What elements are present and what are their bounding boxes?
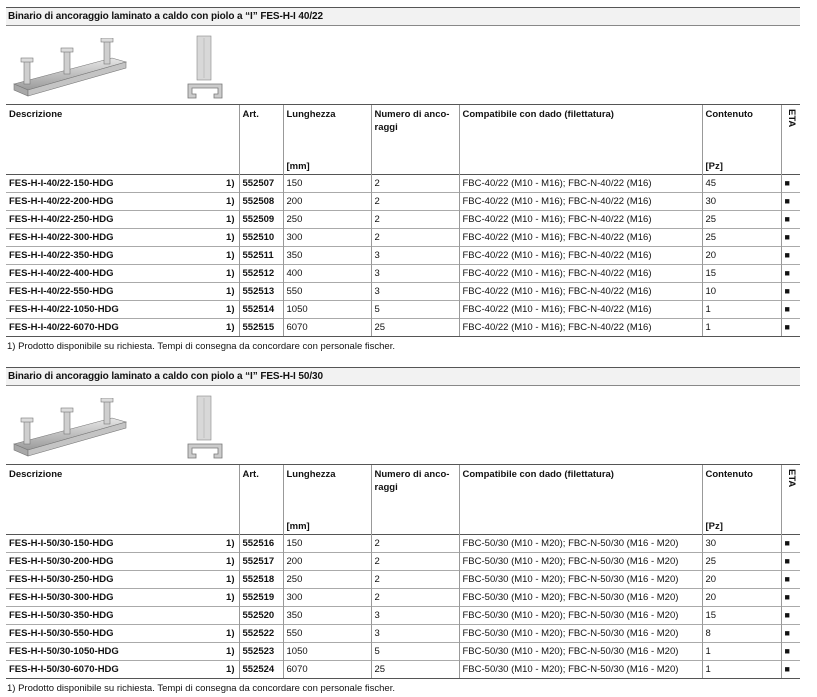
cell-anchor-count: 5 xyxy=(371,301,459,319)
cell-eta: ■ xyxy=(781,211,800,229)
table-row xyxy=(6,211,800,229)
footnote-ref: 1) xyxy=(226,574,235,585)
cell-content: 25 xyxy=(702,211,781,229)
anchor-channel-illustration xyxy=(12,398,130,460)
cell-art: 552519 xyxy=(239,589,283,607)
cell-content: 30 xyxy=(702,535,781,553)
table-row xyxy=(6,535,800,553)
cell-art: 552507 xyxy=(239,175,283,193)
table-row xyxy=(6,643,800,661)
product-images xyxy=(6,386,800,464)
product-code: FES-H-I-50/30-6070-HDG xyxy=(9,664,119,675)
footnote-ref: 1) xyxy=(226,628,235,639)
channel-profile-illustration xyxy=(184,394,226,464)
cell-compatible-nut: FBC-40/22 (M10 - M16); FBC-N-40/22 (M16) xyxy=(459,175,702,193)
cell-art: 552514 xyxy=(239,301,283,319)
cell-art: 552518 xyxy=(239,571,283,589)
cell-anchor-count: 2 xyxy=(371,535,459,553)
header-art: Art. xyxy=(239,465,283,521)
cell-content: 1 xyxy=(702,643,781,661)
cell-eta: ■ xyxy=(781,319,800,337)
header-anchor-count: Numero di anco-raggi xyxy=(371,105,459,161)
table-row xyxy=(6,571,800,589)
product-code: FES-H-I-40/22-550-HDG xyxy=(9,286,114,297)
cell-description xyxy=(6,589,239,607)
cell-length: 1050 xyxy=(283,301,371,319)
table-row xyxy=(6,229,800,247)
cell-eta: ■ xyxy=(781,661,800,679)
cell-description xyxy=(6,553,239,571)
footnote-ref: 1) xyxy=(226,196,235,207)
cell-compatible-nut: FBC-40/22 (M10 - M16); FBC-N-40/22 (M16) xyxy=(459,301,702,319)
cell-anchor-count: 2 xyxy=(371,553,459,571)
cell-art: 552515 xyxy=(239,319,283,337)
cell-description xyxy=(6,319,239,337)
cell-compatible-nut: FBC-50/30 (M10 - M20); FBC-N-50/30 (M16 - M20) xyxy=(459,661,702,679)
cell-compatible-nut: FBC-50/30 (M10 - M20); FBC-N-50/30 (M16 - M20) xyxy=(459,535,702,553)
header-description: Descrizione xyxy=(6,465,239,521)
cell-compatible-nut: FBC-50/30 (M10 - M20); FBC-N-50/30 (M16 - M20) xyxy=(459,643,702,661)
cell-art: 552509 xyxy=(239,211,283,229)
cell-content: 1 xyxy=(702,319,781,337)
cell-anchor-count: 3 xyxy=(371,265,459,283)
cell-content: 45 xyxy=(702,175,781,193)
cell-content: 1 xyxy=(702,661,781,679)
footnote: 1) Prodotto disponibile su richiesta. Tempi di consegna da concordare con personale fischer. xyxy=(7,341,395,352)
cell-anchor-count: 3 xyxy=(371,283,459,301)
cell-compatible-nut: FBC-50/30 (M10 - M20); FBC-N-50/30 (M16 - M20) xyxy=(459,589,702,607)
cell-art: 552511 xyxy=(239,247,283,265)
cell-description xyxy=(6,607,239,625)
cell-anchor-count: 25 xyxy=(371,319,459,337)
cell-length: 6070 xyxy=(283,661,371,679)
cell-art: 552524 xyxy=(239,661,283,679)
cell-length: 250 xyxy=(283,571,371,589)
cell-art: 552512 xyxy=(239,265,283,283)
footnote-ref: 1) xyxy=(226,286,235,297)
product-code: FES-H-I-40/22-150-HDG xyxy=(9,178,114,189)
cell-art: 552516 xyxy=(239,535,283,553)
table-row xyxy=(6,175,800,193)
table-row xyxy=(6,283,800,301)
cell-content: 15 xyxy=(702,607,781,625)
cell-description xyxy=(6,301,239,319)
footnote-ref: 1) xyxy=(226,178,235,189)
cell-eta: ■ xyxy=(781,193,800,211)
cell-compatible-nut: FBC-40/22 (M10 - M16); FBC-N-40/22 (M16) xyxy=(459,229,702,247)
cell-art: 552517 xyxy=(239,553,283,571)
cell-compatible-nut: FBC-40/22 (M10 - M16); FBC-N-40/22 (M16) xyxy=(459,211,702,229)
header-art: Art. xyxy=(239,105,283,161)
cell-description xyxy=(6,643,239,661)
cell-compatible-nut: FBC-40/22 (M10 - M16); FBC-N-40/22 (M16) xyxy=(459,193,702,211)
product-code: FES-H-I-40/22-1050-HDG xyxy=(9,304,119,315)
header-compatible-nut: Compatibile con dado (filettatura) xyxy=(459,105,702,161)
cell-anchor-count: 2 xyxy=(371,229,459,247)
unit-length: [mm] xyxy=(283,160,371,175)
cell-compatible-nut: FBC-40/22 (M10 - M16); FBC-N-40/22 (M16) xyxy=(459,283,702,301)
footnote-ref: 1) xyxy=(226,322,235,333)
cell-length: 250 xyxy=(283,211,371,229)
cell-length: 150 xyxy=(283,175,371,193)
cell-description xyxy=(6,193,239,211)
footnote-ref: 1) xyxy=(226,664,235,675)
unit-content: [Pz] xyxy=(702,520,781,535)
footnote-ref: 1) xyxy=(226,592,235,603)
cell-description xyxy=(6,571,239,589)
unit-length: [mm] xyxy=(283,520,371,535)
cell-anchor-count: 2 xyxy=(371,589,459,607)
header-content: Contenuto xyxy=(702,105,781,161)
section-title: Binario di ancoraggio laminato a caldo con piolo a “I” FES-H-I 50/30 xyxy=(6,367,800,386)
cell-compatible-nut: FBC-40/22 (M10 - M16); FBC-N-40/22 (M16) xyxy=(459,265,702,283)
cell-anchor-count: 3 xyxy=(371,625,459,643)
cell-art: 552522 xyxy=(239,625,283,643)
cell-compatible-nut: FBC-40/22 (M10 - M16); FBC-N-40/22 (M16) xyxy=(459,319,702,337)
header-length: Lunghezza xyxy=(283,465,371,521)
cell-eta: ■ xyxy=(781,625,800,643)
footnote-ref: 1) xyxy=(226,646,235,657)
cell-length: 300 xyxy=(283,229,371,247)
product-table xyxy=(6,464,800,679)
cell-eta: ■ xyxy=(781,607,800,625)
table-row xyxy=(6,319,800,337)
cell-description xyxy=(6,211,239,229)
cell-length: 550 xyxy=(283,625,371,643)
product-code: FES-H-I-40/22-300-HDG xyxy=(9,232,114,243)
cell-content: 1 xyxy=(702,301,781,319)
cell-anchor-count: 25 xyxy=(371,661,459,679)
cell-content: 15 xyxy=(702,265,781,283)
product-code: FES-H-I-40/22-250-HDG xyxy=(9,214,114,225)
footnote-ref: 1) xyxy=(226,250,235,261)
cell-eta: ■ xyxy=(781,283,800,301)
cell-anchor-count: 2 xyxy=(371,571,459,589)
cell-art: 552520 xyxy=(239,607,283,625)
product-code: FES-H-I-40/22-6070-HDG xyxy=(9,322,119,333)
product-code: FES-H-I-50/30-300-HDG xyxy=(9,592,114,603)
cell-eta: ■ xyxy=(781,301,800,319)
cell-eta: ■ xyxy=(781,247,800,265)
cell-eta: ■ xyxy=(781,589,800,607)
table-row xyxy=(6,589,800,607)
cell-content: 25 xyxy=(702,229,781,247)
header-eta: ETA xyxy=(781,105,800,161)
anchor-channel-illustration xyxy=(12,38,130,100)
cell-length: 400 xyxy=(283,265,371,283)
cell-compatible-nut: FBC-50/30 (M10 - M20); FBC-N-50/30 (M16 - M20) xyxy=(459,625,702,643)
header-description: Descrizione xyxy=(6,105,239,161)
cell-description xyxy=(6,535,239,553)
cell-anchor-count: 2 xyxy=(371,211,459,229)
header-length: Lunghezza xyxy=(283,105,371,161)
cell-description xyxy=(6,625,239,643)
footnote-ref: 1) xyxy=(226,538,235,549)
table-row xyxy=(6,301,800,319)
cell-anchor-count: 3 xyxy=(371,607,459,625)
cell-anchor-count: 5 xyxy=(371,643,459,661)
cell-description xyxy=(6,247,239,265)
cell-length: 6070 xyxy=(283,319,371,337)
product-section-40-22 xyxy=(6,7,800,352)
cell-length: 550 xyxy=(283,283,371,301)
footnote-ref: 1) xyxy=(226,214,235,225)
footnote-ref: 1) xyxy=(226,232,235,243)
product-code: FES-H-I-40/22-400-HDG xyxy=(9,268,114,279)
cell-length: 200 xyxy=(283,193,371,211)
header-compatible-nut: Compatibile con dado (filettatura) xyxy=(459,465,702,521)
cell-anchor-count: 3 xyxy=(371,247,459,265)
product-code: FES-H-I-40/22-350-HDG xyxy=(9,250,114,261)
cell-length: 1050 xyxy=(283,643,371,661)
cell-compatible-nut: FBC-40/22 (M10 - M16); FBC-N-40/22 (M16) xyxy=(459,247,702,265)
product-images xyxy=(6,26,800,104)
cell-description xyxy=(6,229,239,247)
product-section-50-30 xyxy=(6,367,800,694)
cell-content: 20 xyxy=(702,247,781,265)
cell-description xyxy=(6,175,239,193)
cell-content: 30 xyxy=(702,193,781,211)
cell-eta: ■ xyxy=(781,643,800,661)
cell-content: 8 xyxy=(702,625,781,643)
cell-eta: ■ xyxy=(781,571,800,589)
cell-art: 552508 xyxy=(239,193,283,211)
cell-length: 350 xyxy=(283,247,371,265)
unit-content: [Pz] xyxy=(702,160,781,175)
table-row xyxy=(6,661,800,679)
section-title: Binario di ancoraggio laminato a caldo con piolo a “I” FES-H-I 40/22 xyxy=(6,7,800,26)
cell-content: 20 xyxy=(702,589,781,607)
table-row xyxy=(6,193,800,211)
product-code: FES-H-I-40/22-200-HDG xyxy=(9,196,114,207)
cell-anchor-count: 2 xyxy=(371,193,459,211)
product-code: FES-H-I-50/30-550-HDG xyxy=(9,628,114,639)
cell-description xyxy=(6,661,239,679)
table-row xyxy=(6,553,800,571)
channel-profile-illustration xyxy=(184,34,226,104)
product-code: FES-H-I-50/30-1050-HDG xyxy=(9,646,119,657)
cell-content: 10 xyxy=(702,283,781,301)
cell-description xyxy=(6,265,239,283)
product-table xyxy=(6,104,800,337)
cell-length: 300 xyxy=(283,589,371,607)
cell-anchor-count: 2 xyxy=(371,175,459,193)
cell-length: 350 xyxy=(283,607,371,625)
cell-length: 200 xyxy=(283,553,371,571)
header-anchor-count: Numero di anco-raggi xyxy=(371,465,459,521)
cell-content: 20 xyxy=(702,571,781,589)
cell-compatible-nut: FBC-50/30 (M10 - M20); FBC-N-50/30 (M16 - M20) xyxy=(459,553,702,571)
cell-length: 150 xyxy=(283,535,371,553)
product-code: FES-H-I-50/30-200-HDG xyxy=(9,556,114,567)
footnote-ref: 1) xyxy=(226,556,235,567)
table-row xyxy=(6,607,800,625)
cell-art: 552510 xyxy=(239,229,283,247)
header-eta: ETA xyxy=(781,465,800,521)
cell-eta: ■ xyxy=(781,265,800,283)
cell-art: 552513 xyxy=(239,283,283,301)
cell-eta: ■ xyxy=(781,229,800,247)
cell-eta: ■ xyxy=(781,175,800,193)
cell-compatible-nut: FBC-50/30 (M10 - M20); FBC-N-50/30 (M16 - M20) xyxy=(459,607,702,625)
table-row xyxy=(6,265,800,283)
cell-content: 25 xyxy=(702,553,781,571)
cell-description xyxy=(6,283,239,301)
table-row xyxy=(6,625,800,643)
header-content: Contenuto xyxy=(702,465,781,521)
cell-eta: ■ xyxy=(781,535,800,553)
cell-compatible-nut: FBC-50/30 (M10 - M20); FBC-N-50/30 (M16 - M20) xyxy=(459,571,702,589)
product-code: FES-H-I-50/30-250-HDG xyxy=(9,574,114,585)
footnote-ref: 1) xyxy=(226,268,235,279)
footnote: 1) Prodotto disponibile su richiesta. Tempi di consegna da concordare con personale fischer. xyxy=(7,683,395,694)
product-code: FES-H-I-50/30-350-HDG xyxy=(9,610,114,621)
table-row xyxy=(6,247,800,265)
cell-eta: ■ xyxy=(781,553,800,571)
cell-art: 552523 xyxy=(239,643,283,661)
footnote-ref: 1) xyxy=(226,304,235,315)
product-code: FES-H-I-50/30-150-HDG xyxy=(9,538,114,549)
